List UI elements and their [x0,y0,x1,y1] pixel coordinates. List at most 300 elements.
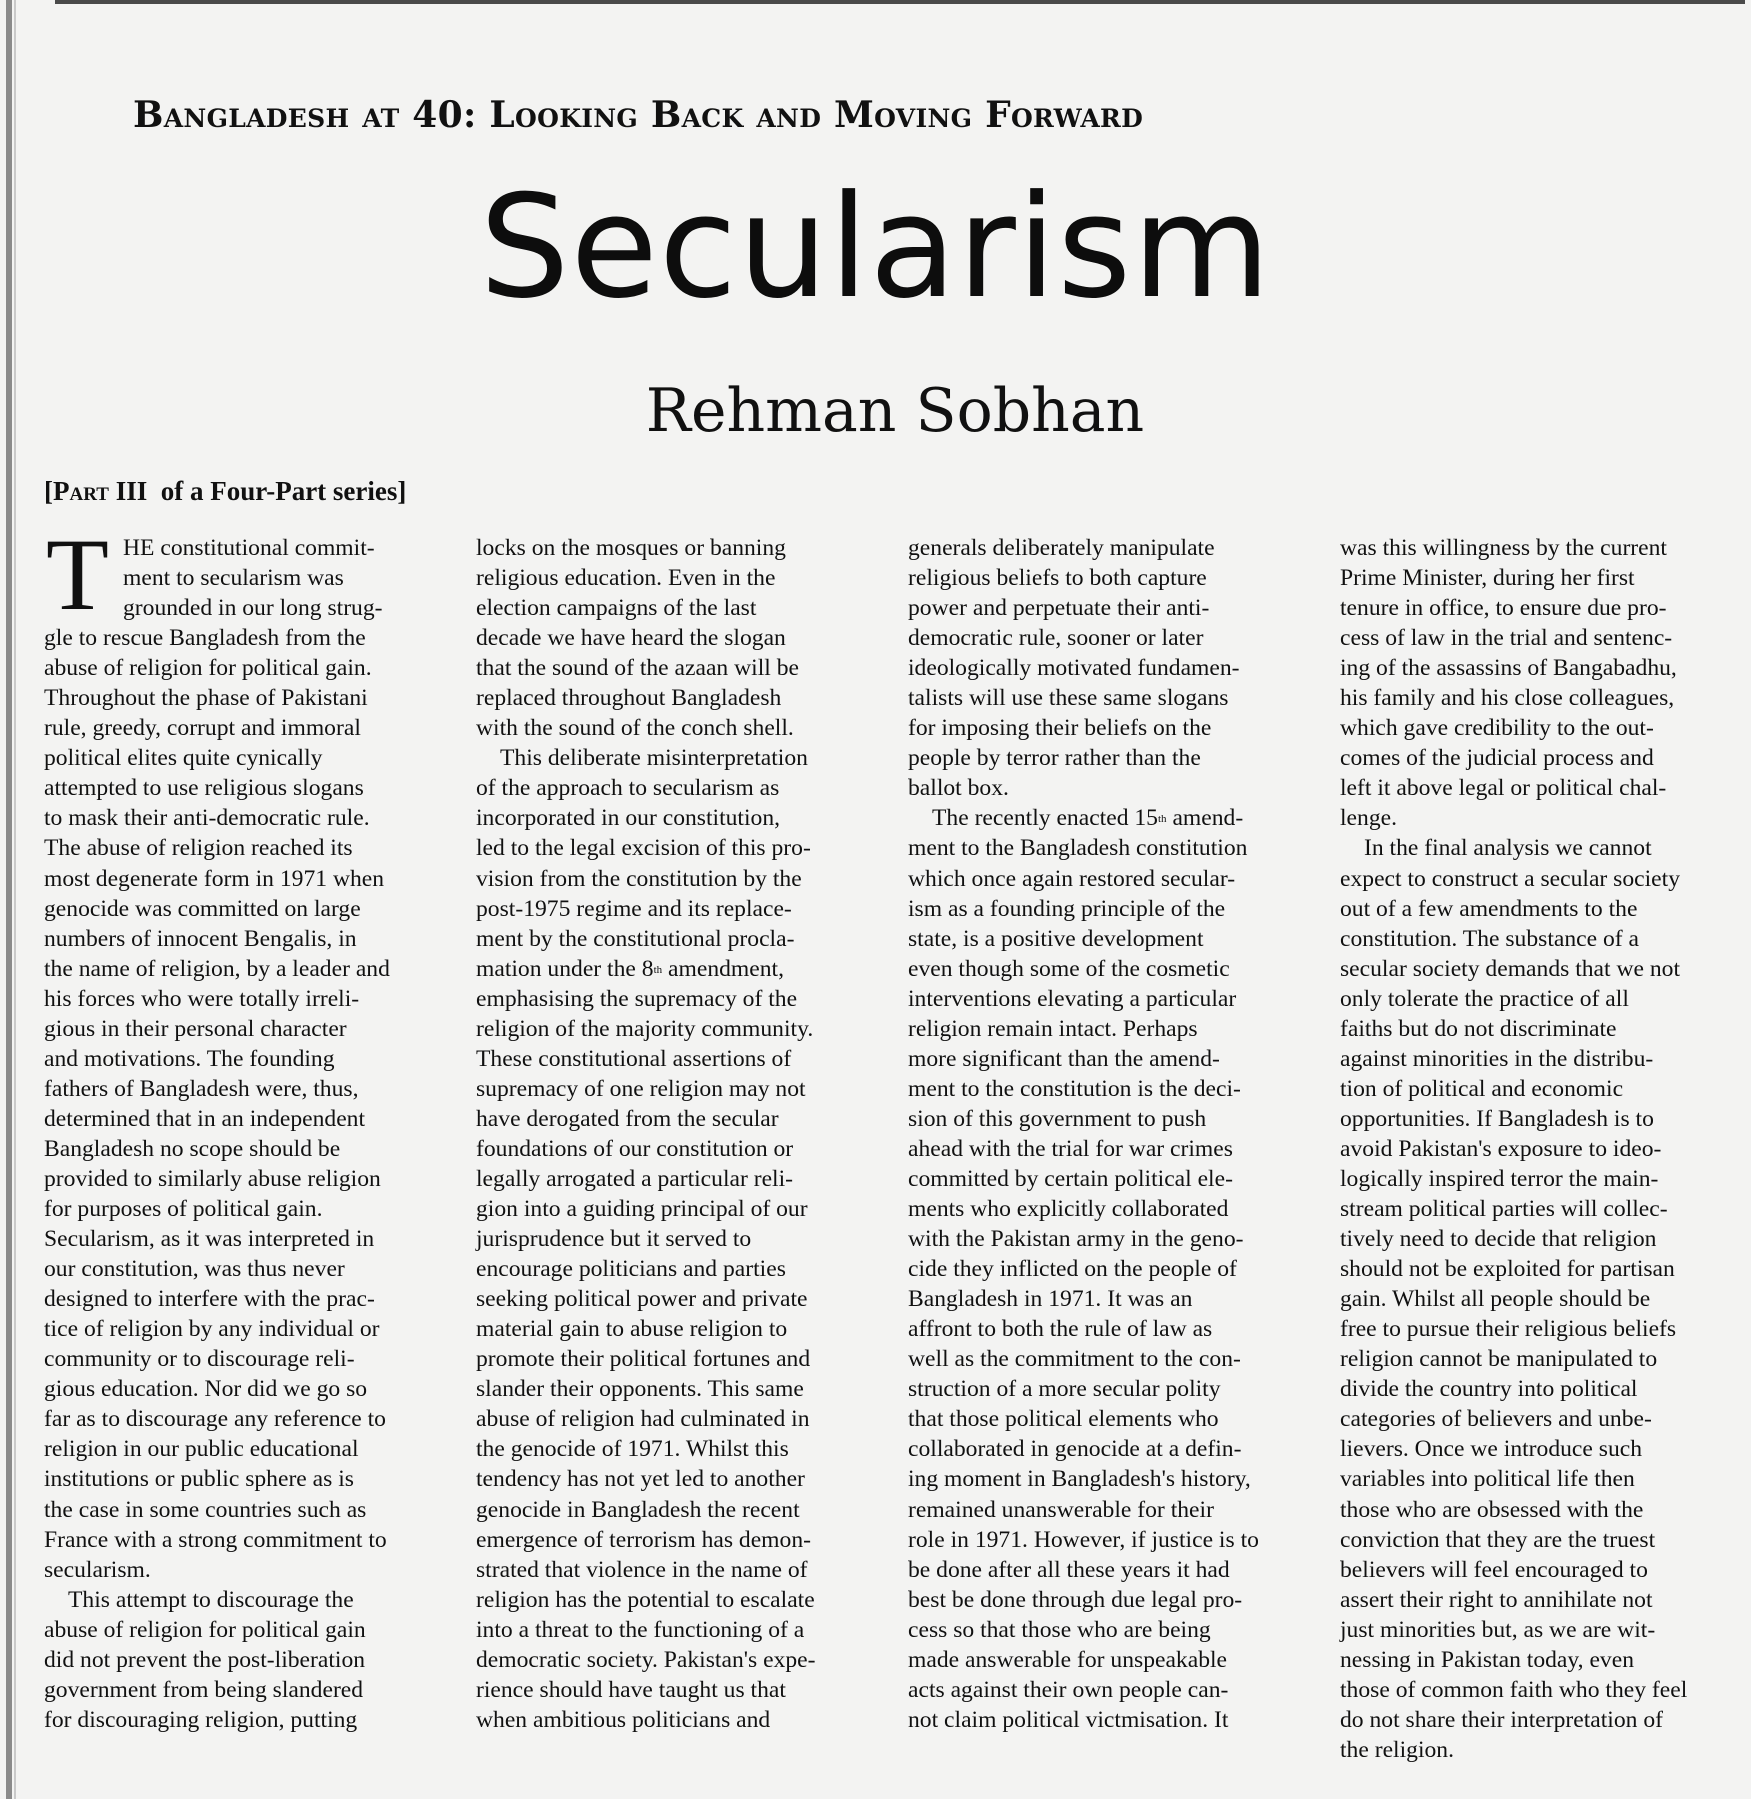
line-text: ballot box. [908,775,1009,802]
line-text: his family and his close colleagues, [1340,685,1675,712]
text-line [908,1404,1320,1434]
line-text: religious education. Even in the [476,565,776,592]
line-text: people by terror rather than the [908,745,1201,772]
text-line [908,803,1320,833]
line-text: committed by certain political ele- [908,1165,1233,1192]
text-line [1340,954,1751,984]
text-line [908,743,1320,773]
line-text: incorporated in our constitution, [476,805,781,832]
text-line [44,713,456,743]
text-line [476,833,888,863]
text-line [44,1374,456,1404]
text-line [44,743,456,773]
text-line [908,1254,1320,1284]
text-line [908,653,1320,683]
text-line [908,773,1320,803]
text-line [1340,1164,1751,1194]
text-line [908,1134,1320,1164]
text-line [1340,803,1751,833]
line-text: led to the legal excision of this pro- [476,835,811,862]
series-part-numeral: III [115,476,148,506]
text-line [1340,773,1751,803]
line-text: abuse of religion for political gain. [44,655,372,682]
line-text: This deliberate misinterpretation [500,745,808,772]
text-line [1340,1464,1751,1494]
text-line [44,833,456,863]
line-text: faiths but do not discriminate [1340,1015,1617,1042]
text-line [476,984,888,1014]
text-line [1340,1705,1751,1735]
text-line [1340,1585,1751,1615]
text-line [476,773,888,803]
text-line [908,713,1320,743]
line-text: supremacy of one religion may not [476,1075,806,1102]
text-line [476,743,888,773]
series-kicker: Bangladesh at 40: Looking Back and Moving Forward [133,94,1144,136]
line-text: religion cannot be manipulated to [1340,1346,1658,1373]
line-text: ment to secularism was [123,565,344,592]
line-text: ment by the constitutional procla- [476,925,795,952]
line-text: encourage politicians and parties [476,1256,786,1283]
text-line [1340,653,1751,683]
line-text: and motivations. The founding [44,1045,335,1072]
text-line [1340,1555,1751,1585]
line-text: avoid Pakistan's exposure to ideo- [1340,1135,1662,1162]
line-text: stream political parties will collec- [1340,1196,1668,1223]
text-line [476,1344,888,1374]
line-text: with the Pakistan army in the geno- [908,1226,1244,1253]
line-text: cess of law in the trial and sentenc- [1340,625,1673,652]
line-text: vision from the constitution by the [476,865,802,892]
line-text: ahead with the trial for war crimes [908,1135,1233,1162]
series-rest: of a Four-Part series] [160,476,407,506]
line-text: the case in some countries such as [44,1496,367,1523]
text-line [476,894,888,924]
text-line [908,593,1320,623]
line-text: ment to the Bangladesh constitution [908,835,1248,862]
text-line [44,623,456,653]
text-line [476,1194,888,1224]
line-text: HE constitutional commit- [123,535,375,561]
line-text: decade we have heard the slogan [476,625,786,652]
text-line [476,563,888,593]
text-line [44,1224,456,1254]
article-column-4 [1340,533,1751,1765]
line-text: with the sound of the conch shell. [476,715,794,742]
drop-cap: T [46,518,109,632]
text-line [476,1675,888,1705]
text-line [44,1464,456,1494]
text-line [44,1495,456,1525]
text-line [44,773,456,803]
line-text: most degenerate form in 1971 when [44,865,385,892]
text-line [476,1074,888,1104]
line-text: comes of the judicial process and [1340,745,1654,772]
article-column-3 [908,533,1320,1735]
text-line [476,1464,888,1494]
text-line [1340,533,1751,563]
line-text: emergence of terrorism has demon- [476,1526,811,1553]
text-line [476,1044,888,1074]
line-text: opportunities. If Bangladesh is to [1340,1105,1654,1132]
line-text: state, is a positive development [908,925,1204,952]
ordinal-superscript: th [1157,813,1167,826]
text-line [1340,1434,1751,1464]
line-text-tail: amendment, [662,955,785,982]
line-text: made answerable for unspeakable [908,1646,1228,1673]
line-text: Prime Minister, during her first [1340,565,1635,592]
text-line [908,1615,1320,1645]
line-text: determined that in an independent [44,1105,366,1132]
text-line [1340,683,1751,713]
text-line [1340,1675,1751,1705]
text-line [476,803,888,833]
line-text: logically inspired terror the main- [1340,1165,1659,1192]
line-text: generals deliberately manipulate [908,535,1215,561]
line-text: categories of believers and unbe- [1340,1406,1652,1433]
line-text: only tolerate the practice of all [1340,985,1629,1012]
line-text: of the approach to secularism as [476,775,780,802]
text-line [1340,1074,1751,1104]
line-text: do not share their interpretation of [1340,1706,1663,1733]
text-line [44,984,456,1014]
line-text: those of common faith who they feel [1340,1676,1688,1703]
text-line [908,683,1320,713]
author-byline: Rehman Sobhan [645,376,1145,446]
line-text: which gave credibility to the out- [1340,715,1654,742]
text-line [908,984,1320,1014]
line-text: ment to the constitution is the deci- [908,1075,1241,1102]
text-line [44,1344,456,1374]
text-line [44,1525,456,1555]
line-text: which once again restored secular- [908,865,1236,892]
text-line [908,1525,1320,1555]
text-line [44,593,456,623]
line-text: role in 1971. However, if justice is to [908,1526,1259,1553]
text-line [476,1374,888,1404]
line-text: have derogated from the secular [476,1105,779,1132]
text-line [476,1495,888,1525]
text-line [476,1555,888,1585]
text-line [908,894,1320,924]
line-text: tenure in office, to ensure due pro- [1340,595,1667,622]
text-line [1340,984,1751,1014]
text-line [908,1314,1320,1344]
line-text: abuse of religion for political gain [44,1616,366,1643]
text-line [1340,1044,1751,1074]
text-line [476,683,888,713]
line-text: collaborated in genocide at a defin- [908,1436,1242,1463]
text-line [1340,1374,1751,1404]
text-line [44,1074,456,1104]
line-text: genocide was committed on large [44,895,361,922]
text-line [44,864,456,894]
line-text: fathers of Bangladesh were, thus, [44,1075,359,1102]
text-line [908,1645,1320,1675]
text-line [1340,1014,1751,1044]
line-text: for imposing their beliefs on the [908,715,1212,742]
text-line [44,1134,456,1164]
line-text: to mask their anti-democratic rule. [44,805,370,832]
line-text: nessing in Pakistan today, even [1340,1646,1634,1673]
text-line [476,1705,888,1735]
text-line [44,563,456,593]
line-text: tice of religion by any individual or [44,1316,380,1343]
text-line [476,653,888,683]
line-text: into a threat to the functioning of a [476,1616,805,1643]
line-text: sion of this government to push [908,1105,1207,1132]
line-text: religion of the majority community. [476,1015,814,1042]
text-line [908,1555,1320,1585]
article-column-1 [44,533,456,1735]
line-text: believers will feel encouraged to [1340,1556,1648,1583]
line-text: post-1975 regime and its replace- [476,895,792,922]
line-text: well as the commitment to the con- [908,1346,1241,1373]
line-text: interventions elevating a particular [908,985,1237,1012]
text-line [476,864,888,894]
top-rule [55,0,1745,4]
line-text: secular society demands that we not [1340,955,1681,982]
text-line [44,683,456,713]
text-line [476,1434,888,1464]
text-line [1340,1224,1751,1254]
line-text: provided to similarly abuse religion [44,1165,381,1192]
text-line [476,1314,888,1344]
line-text: lenge. [1340,805,1397,832]
line-text: gious education. Nor did we go so [44,1376,368,1403]
text-line [908,833,1320,863]
text-line [44,1615,456,1645]
line-text: replaced throughout Bangladesh [476,685,782,712]
text-line [1340,1404,1751,1434]
text-line [44,653,456,683]
line-text: gle to rescue Bangladesh from the [44,625,366,652]
page-title: Secularism [479,165,1272,330]
series-part-word: Part [53,476,109,506]
text-line [476,1134,888,1164]
line-text: religion has the potential to escalate [476,1586,815,1613]
line-text: did not prevent the post-liberation [44,1646,366,1673]
text-line [908,1074,1320,1104]
text-line [476,1404,888,1434]
line-text: grounded in our long strug- [123,595,383,622]
line-text: for purposes of political gain. [44,1196,323,1223]
text-line [44,533,456,563]
series-open-bracket: [ [44,476,53,506]
line-text: gion into a guiding principal of our [476,1196,808,1223]
line-text: should not be exploited for partisan [1340,1256,1675,1283]
line-text: that the sound of the azaan will be [476,655,799,682]
text-line [908,1344,1320,1374]
text-line [44,1675,456,1705]
line-text: government from being slandered [44,1676,364,1703]
text-line [908,954,1320,984]
line-text: election campaigns of the last [476,595,757,622]
line-text: In the final analysis we cannot [1364,835,1652,862]
text-line [476,593,888,623]
text-line [908,563,1320,593]
text-line [44,1404,456,1434]
text-line [908,1014,1320,1044]
text-line [908,1194,1320,1224]
line-text: locks on the mosques or banning [476,535,786,561]
text-line [1340,1134,1751,1164]
text-line [1340,1645,1751,1675]
line-text: strated that violence in the name of [476,1556,808,1583]
line-text: his forces who were totally irreli- [44,985,360,1012]
text-line [1340,743,1751,773]
line-text: institutions or public sphere as is [44,1466,354,1493]
line-text: tively need to decide that religion [1340,1226,1657,1253]
text-line [476,1104,888,1134]
line-text: Secularism, as it was interpreted in [44,1226,375,1253]
text-line [1340,1525,1751,1555]
line-text: free to pursue their religious beliefs [1340,1316,1677,1343]
line-text-tail: amend- [1166,805,1244,832]
line-text: seeking political power and private [476,1286,808,1313]
line-text: that those political elements who [908,1406,1219,1433]
line-text: not claim political victmisation. It [908,1706,1229,1733]
text-line [1340,1615,1751,1645]
text-line [476,954,888,984]
line-text: be done after all these years it had [908,1556,1230,1583]
line-text: The abuse of religion reached its [44,835,353,862]
text-line [908,1044,1320,1074]
text-line [476,1254,888,1284]
text-line [1340,563,1751,593]
line-text: left it above legal or political chal- [1340,775,1667,802]
text-line [1340,1314,1751,1344]
line-text: rience should have taught us that [476,1676,786,1703]
line-text: lievers. Once we introduce such [1340,1436,1643,1463]
line-text: abuse of religion had culminated in [476,1406,810,1433]
line-text: ideologically motivated fundamen- [908,655,1240,682]
text-line [908,1464,1320,1494]
line-text: assert their right to annihilate not [1340,1586,1653,1613]
line-text: when ambitious politicians and [476,1706,771,1733]
line-text: legally arrogated a particular reli- [476,1165,794,1192]
line-text: gain. Whilst all people should be [1340,1286,1651,1313]
text-line [476,713,888,743]
line-text: cide they inflicted on the people of [908,1256,1237,1283]
line-text: ments who explicitly collaborated [908,1196,1229,1223]
article-column-2 [476,533,888,1735]
line-text: promote their political fortunes and [476,1346,811,1373]
line-text: gious in their personal character [44,1015,347,1042]
line-text: jurisprudence but it served to [476,1226,752,1253]
line-text: Bangladesh no scope should be [44,1135,341,1162]
text-line [1340,894,1751,924]
line-text: genocide in Bangladesh the recent [476,1496,800,1523]
line-text: for discouraging religion, putting [44,1706,358,1733]
text-line [476,1525,888,1555]
line-text: religious beliefs to both capture [908,565,1207,592]
text-line [1340,1284,1751,1314]
line-text: These constitutional assertions of [476,1045,792,1072]
line-text: designed to interfere with the prac- [44,1286,375,1313]
text-line [908,1434,1320,1464]
ordinal-superscript: th [653,963,663,976]
line-text: Throughout the phase of Pakistani [44,685,368,712]
text-line [44,1164,456,1194]
line-text: acts against their own people can- [908,1676,1229,1703]
text-line [1340,833,1751,863]
line-text: slander their opponents. This same [476,1376,804,1403]
line-text: our constitution, was thus never [44,1256,345,1283]
text-line [908,864,1320,894]
text-line [1340,864,1751,894]
text-line [44,1314,456,1344]
line-text: divide the country into political [1340,1376,1638,1403]
text-line [44,1194,456,1224]
text-line [44,1434,456,1464]
text-line [44,1014,456,1044]
line-text: The recently enacted 15 [932,805,1158,832]
text-line [1340,1735,1751,1765]
line-text: variables into political life then [1340,1466,1635,1493]
line-text: ism as a founding principle of the [908,895,1226,922]
line-text: ing moment in Bangladesh's history, [908,1466,1251,1493]
text-line [1340,1254,1751,1284]
text-line [1340,623,1751,653]
text-line [476,1284,888,1314]
text-line [1340,924,1751,954]
text-line [44,1254,456,1284]
series-label [44,476,406,507]
line-text: the name of religion, by a leader and [44,955,390,982]
line-text: struction of a more secular polity [908,1376,1221,1403]
line-text: against minorities in the distribu- [1340,1045,1654,1072]
text-line [908,1705,1320,1735]
text-line [476,1164,888,1194]
text-line [44,894,456,924]
line-text: those who are obsessed with the [1340,1496,1644,1523]
line-text: more significant than the amend- [908,1045,1220,1072]
text-line [1340,1344,1751,1374]
line-text: Bangladesh in 1971. It was an [908,1286,1193,1313]
text-line [44,803,456,833]
text-line [1340,1194,1751,1224]
line-text: rule, greedy, corrupt and immoral [44,715,361,742]
text-line [44,1705,456,1735]
text-line [908,924,1320,954]
line-text: material gain to abuse religion to [476,1316,788,1343]
line-text: political elites quite cynically [44,745,323,772]
text-line [476,1645,888,1675]
line-text: talists will use these same slogans [908,685,1229,712]
text-line [476,623,888,653]
line-text: tendency has not yet led to another [476,1466,805,1493]
line-text: conviction that they are the truest [1340,1526,1656,1553]
text-line [908,1585,1320,1615]
text-line [908,1495,1320,1525]
line-text: far as to discourage any reference to [44,1406,386,1433]
line-text: community or to discourage reli- [44,1346,355,1373]
line-text: ing of the assassins of Bangabadhu, [1340,655,1677,682]
line-text: just minorities but, as we are wit- [1340,1616,1656,1643]
text-line [908,1164,1320,1194]
text-line [44,1044,456,1074]
text-line [44,1555,456,1585]
line-text: foundations of our constitution or [476,1135,794,1162]
text-line [476,1224,888,1254]
text-line [44,924,456,954]
line-text: mation under the 8 [476,955,654,982]
text-line [908,533,1320,563]
line-text: secularism. [44,1556,151,1583]
line-text: cess so that those who are being [908,1616,1211,1643]
line-text: even though some of the cosmetic [908,955,1230,982]
